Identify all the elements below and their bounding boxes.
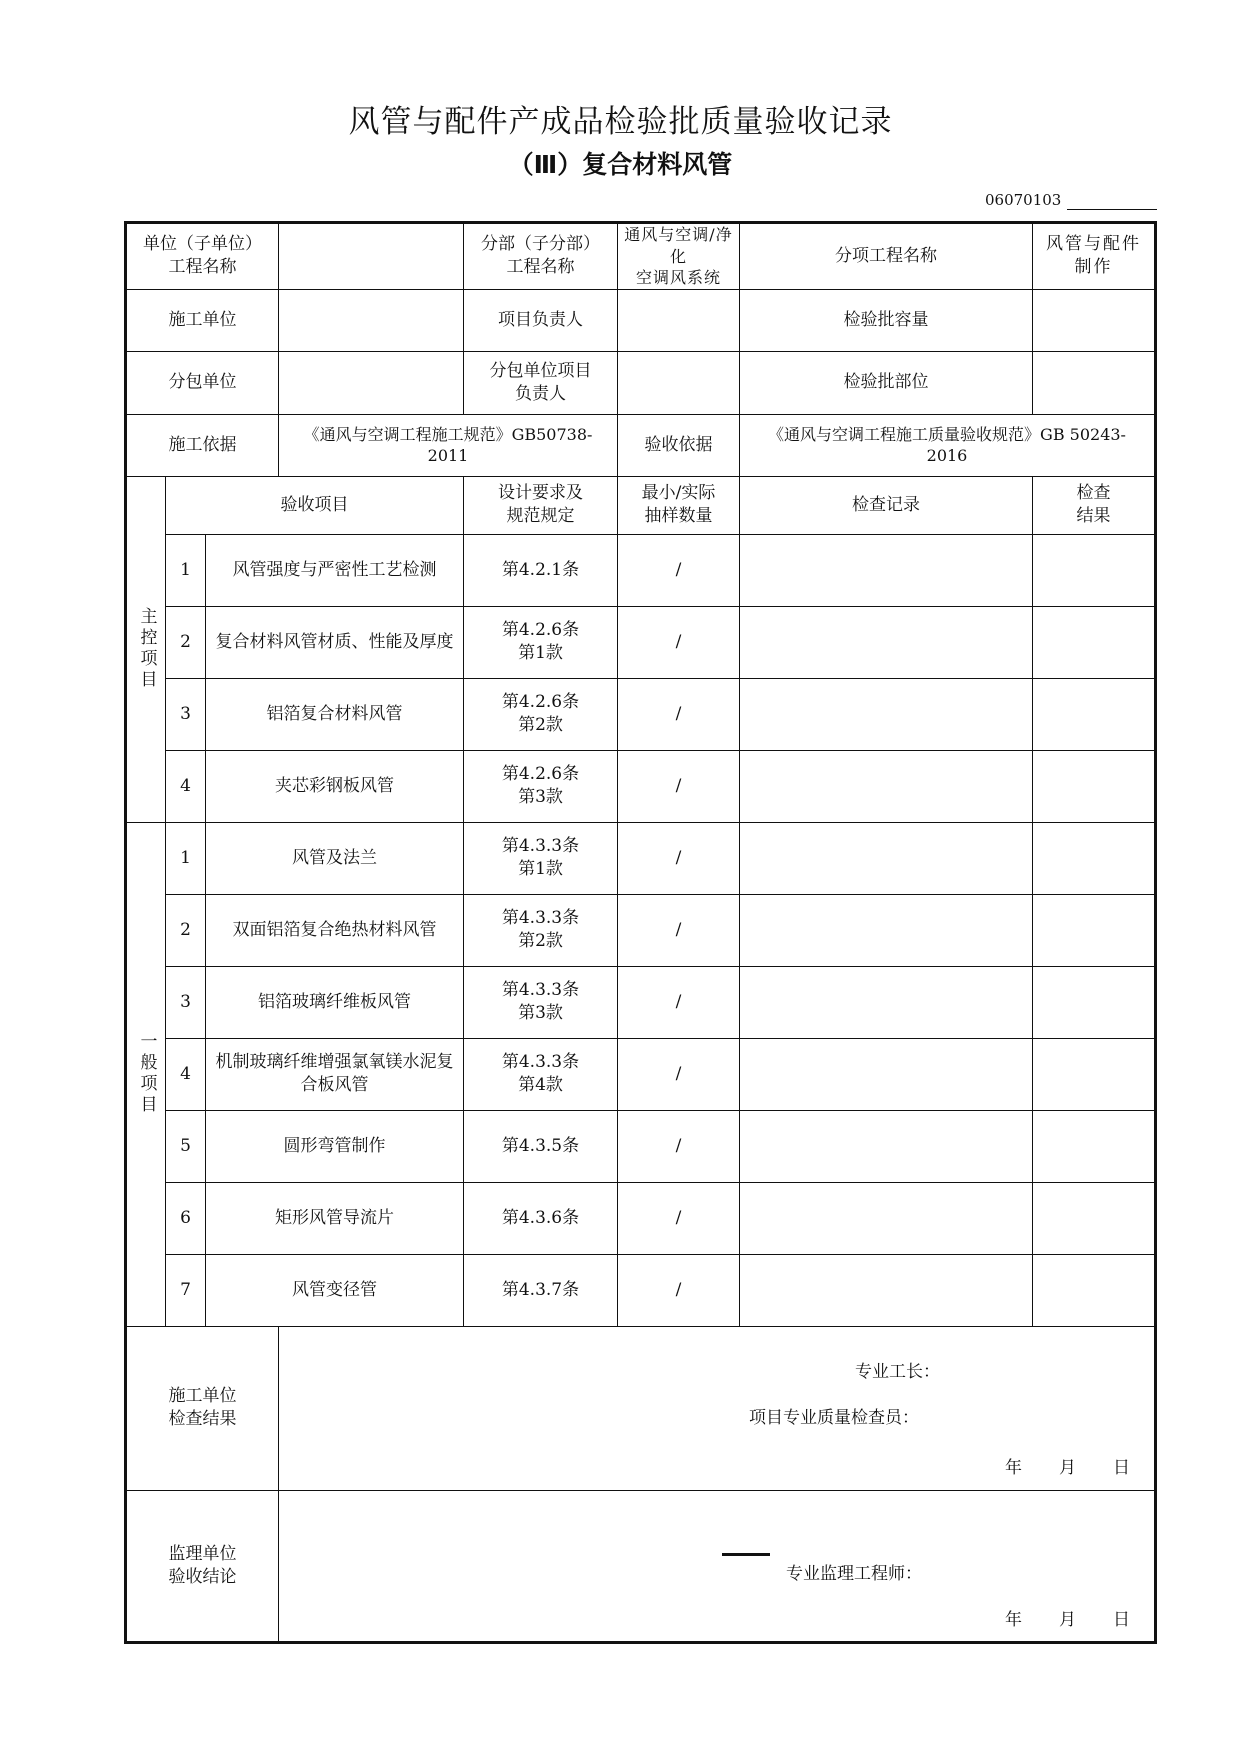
row-number: 6 <box>166 1182 206 1254</box>
contractor-check-label: 施工单位 检查结果 <box>126 1326 279 1490</box>
contractor-date-label: 年 月 日 <box>1005 1457 1131 1478</box>
row-record[interactable] <box>740 1038 1033 1110</box>
subcontractor-field[interactable] <box>279 351 464 414</box>
table-row <box>126 822 1156 894</box>
row-record[interactable] <box>740 1254 1033 1326</box>
row-result[interactable] <box>1033 1182 1156 1254</box>
quality-inspector-signature-label: 项目专业质量检查员： <box>749 1407 919 1428</box>
row-number: 1 <box>166 822 206 894</box>
row-sample[interactable]: / <box>618 1182 740 1254</box>
supervisor-check-label: 监理单位 验收结论 <box>126 1490 279 1642</box>
row-record[interactable] <box>740 678 1033 750</box>
form-code-blank-line <box>1067 209 1157 210</box>
row-result[interactable] <box>1033 678 1156 750</box>
row-item: 夹芯彩钢板风管 <box>206 750 464 822</box>
row-record[interactable] <box>740 822 1033 894</box>
batch-part-label: 检验批部位 <box>740 351 1033 414</box>
contractor-label: 施工单位 <box>126 289 279 351</box>
row-spec: 第4.3.3条 第1款 <box>464 822 618 894</box>
subitem-name-value[interactable]: 风管与配件制作 <box>1033 223 1156 290</box>
info-row-contractor <box>126 289 1156 351</box>
column-header-sample: 最小/实际 抽样数量 <box>618 476 740 534</box>
table-row <box>126 966 1156 1038</box>
subdivision-name-value[interactable]: 通风与空调/净化 空调风系统 <box>618 223 740 290</box>
column-header-record: 检查记录 <box>740 476 1033 534</box>
supervising-engineer-signature-label: 专业监理工程师： <box>786 1563 922 1584</box>
construction-basis-value[interactable]: 《通风与空调工程施工规范》GB50738-2011 <box>279 414 618 476</box>
supervisor-check-row <box>126 1490 1156 1642</box>
info-row-basis <box>126 414 1156 476</box>
row-record[interactable] <box>740 606 1033 678</box>
row-number: 4 <box>166 1038 206 1110</box>
batch-part-field[interactable] <box>1033 351 1156 414</box>
row-result[interactable] <box>1033 1038 1156 1110</box>
table-row <box>126 678 1156 750</box>
row-number: 4 <box>166 750 206 822</box>
row-number: 3 <box>166 678 206 750</box>
row-spec: 第4.2.6条 第2款 <box>464 678 618 750</box>
subdivision-name-label: 分部（子分部） 工程名称 <box>464 223 618 290</box>
row-sample[interactable]: / <box>618 750 740 822</box>
row-sample[interactable]: / <box>618 678 740 750</box>
row-result[interactable] <box>1033 822 1156 894</box>
construction-basis-label: 施工依据 <box>126 414 279 476</box>
row-item: 圆形弯管制作 <box>206 1110 464 1182</box>
column-header-result: 检查 结果 <box>1033 476 1156 534</box>
row-sample[interactable]: / <box>618 894 740 966</box>
row-item: 铝箔玻璃纤维板风管 <box>206 966 464 1038</box>
table-row <box>126 1254 1156 1326</box>
unit-name-label: 单位（子单位） 工程名称 <box>126 223 279 290</box>
row-spec: 第4.2.1条 <box>464 534 618 606</box>
row-spec: 第4.2.6条 第3款 <box>464 750 618 822</box>
row-number: 1 <box>166 534 206 606</box>
row-number: 3 <box>166 966 206 1038</box>
table-row <box>126 894 1156 966</box>
sub-project-manager-label: 分包单位项目 负责人 <box>464 351 618 414</box>
row-spec: 第4.3.7条 <box>464 1254 618 1326</box>
row-result[interactable] <box>1033 1254 1156 1326</box>
page-subtitle: （Ⅲ）复合材料风管 <box>508 150 733 179</box>
page-title: 风管与配件产成品检验批质量验收记录 <box>348 104 893 140</box>
row-result[interactable] <box>1033 1110 1156 1182</box>
table-row <box>126 1038 1156 1110</box>
row-item: 风管及法兰 <box>206 822 464 894</box>
table-row <box>126 606 1156 678</box>
column-header-design: 设计要求及 规范规定 <box>464 476 618 534</box>
batch-capacity-label: 检验批容量 <box>740 289 1033 351</box>
main-control-section-label: 主控项目 <box>126 476 166 822</box>
row-spec: 第4.3.3条 第2款 <box>464 894 618 966</box>
row-record[interactable] <box>740 894 1033 966</box>
contractor-check-row <box>126 1326 1156 1490</box>
row-spec: 第4.3.6条 <box>464 1182 618 1254</box>
row-number: 7 <box>166 1254 206 1326</box>
supervisor-date-label: 年 月 日 <box>1005 1609 1131 1630</box>
row-item: 矩形风管导流片 <box>206 1182 464 1254</box>
table-row <box>126 534 1156 606</box>
row-item: 铝箔复合材料风管 <box>206 678 464 750</box>
batch-capacity-field[interactable] <box>1033 289 1156 351</box>
row-record[interactable] <box>740 1110 1033 1182</box>
contractor-check-area[interactable] <box>279 1326 1156 1490</box>
row-number: 2 <box>166 894 206 966</box>
unit-name-field[interactable] <box>279 223 464 290</box>
row-record[interactable] <box>740 1182 1033 1254</box>
table-row <box>126 1182 1156 1254</box>
row-item: 风管变径管 <box>206 1254 464 1326</box>
sub-project-manager-field[interactable] <box>618 351 740 414</box>
row-sample[interactable]: / <box>618 1254 740 1326</box>
subitem-name-label: 分项工程名称 <box>740 223 1033 290</box>
column-header-item: 验收项目 <box>166 476 464 534</box>
row-record[interactable] <box>740 750 1033 822</box>
contractor-field[interactable] <box>279 289 464 351</box>
row-item: 复合材料风管材质、性能及厚度 <box>206 606 464 678</box>
general-section-label: 一般项目 <box>126 822 166 1326</box>
row-sample[interactable]: / <box>618 1110 740 1182</box>
project-manager-field[interactable] <box>618 289 740 351</box>
row-sample[interactable]: / <box>618 606 740 678</box>
info-row-subcontractor <box>126 351 1156 414</box>
row-result[interactable] <box>1033 750 1156 822</box>
row-sample[interactable]: / <box>618 966 740 1038</box>
acceptance-basis-value[interactable]: 《通风与空调工程施工质量验收规范》GB 50243-2016 <box>740 414 1156 476</box>
foreman-signature-label: 专业工长： <box>855 1361 940 1382</box>
row-sample[interactable]: / <box>618 534 740 606</box>
row-result[interactable] <box>1033 894 1156 966</box>
row-spec: 第4.3.3条 第3款 <box>464 966 618 1038</box>
row-spec: 第4.3.3条 第4款 <box>464 1038 618 1110</box>
short-rule-mark <box>722 1553 770 1556</box>
subcontractor-label: 分包单位 <box>126 351 279 414</box>
table-row <box>126 1110 1156 1182</box>
table-row <box>126 750 1156 822</box>
row-item: 机制玻璃纤维增强氯氧镁水泥复合板风管 <box>206 1038 464 1110</box>
row-spec: 第4.3.5条 <box>464 1110 618 1182</box>
row-result[interactable] <box>1033 966 1156 1038</box>
row-result[interactable] <box>1033 534 1156 606</box>
column-header-row <box>126 476 1156 534</box>
row-result[interactable] <box>1033 606 1156 678</box>
row-item: 风管强度与严密性工艺检测 <box>206 534 464 606</box>
row-sample[interactable]: / <box>618 822 740 894</box>
acceptance-basis-label: 验收依据 <box>618 414 740 476</box>
form-code: 06070103 <box>985 191 1062 209</box>
row-number: 5 <box>166 1110 206 1182</box>
info-row-unit <box>126 223 1156 290</box>
row-sample[interactable]: / <box>618 1038 740 1110</box>
row-item: 双面铝箔复合绝热材料风管 <box>206 894 464 966</box>
row-spec: 第4.2.6条 第1款 <box>464 606 618 678</box>
row-number: 2 <box>166 606 206 678</box>
project-manager-label: 项目负责人 <box>464 289 618 351</box>
supervisor-check-area[interactable] <box>279 1490 1156 1642</box>
acceptance-record-table <box>124 221 1157 1644</box>
row-record[interactable] <box>740 534 1033 606</box>
row-record[interactable] <box>740 966 1033 1038</box>
